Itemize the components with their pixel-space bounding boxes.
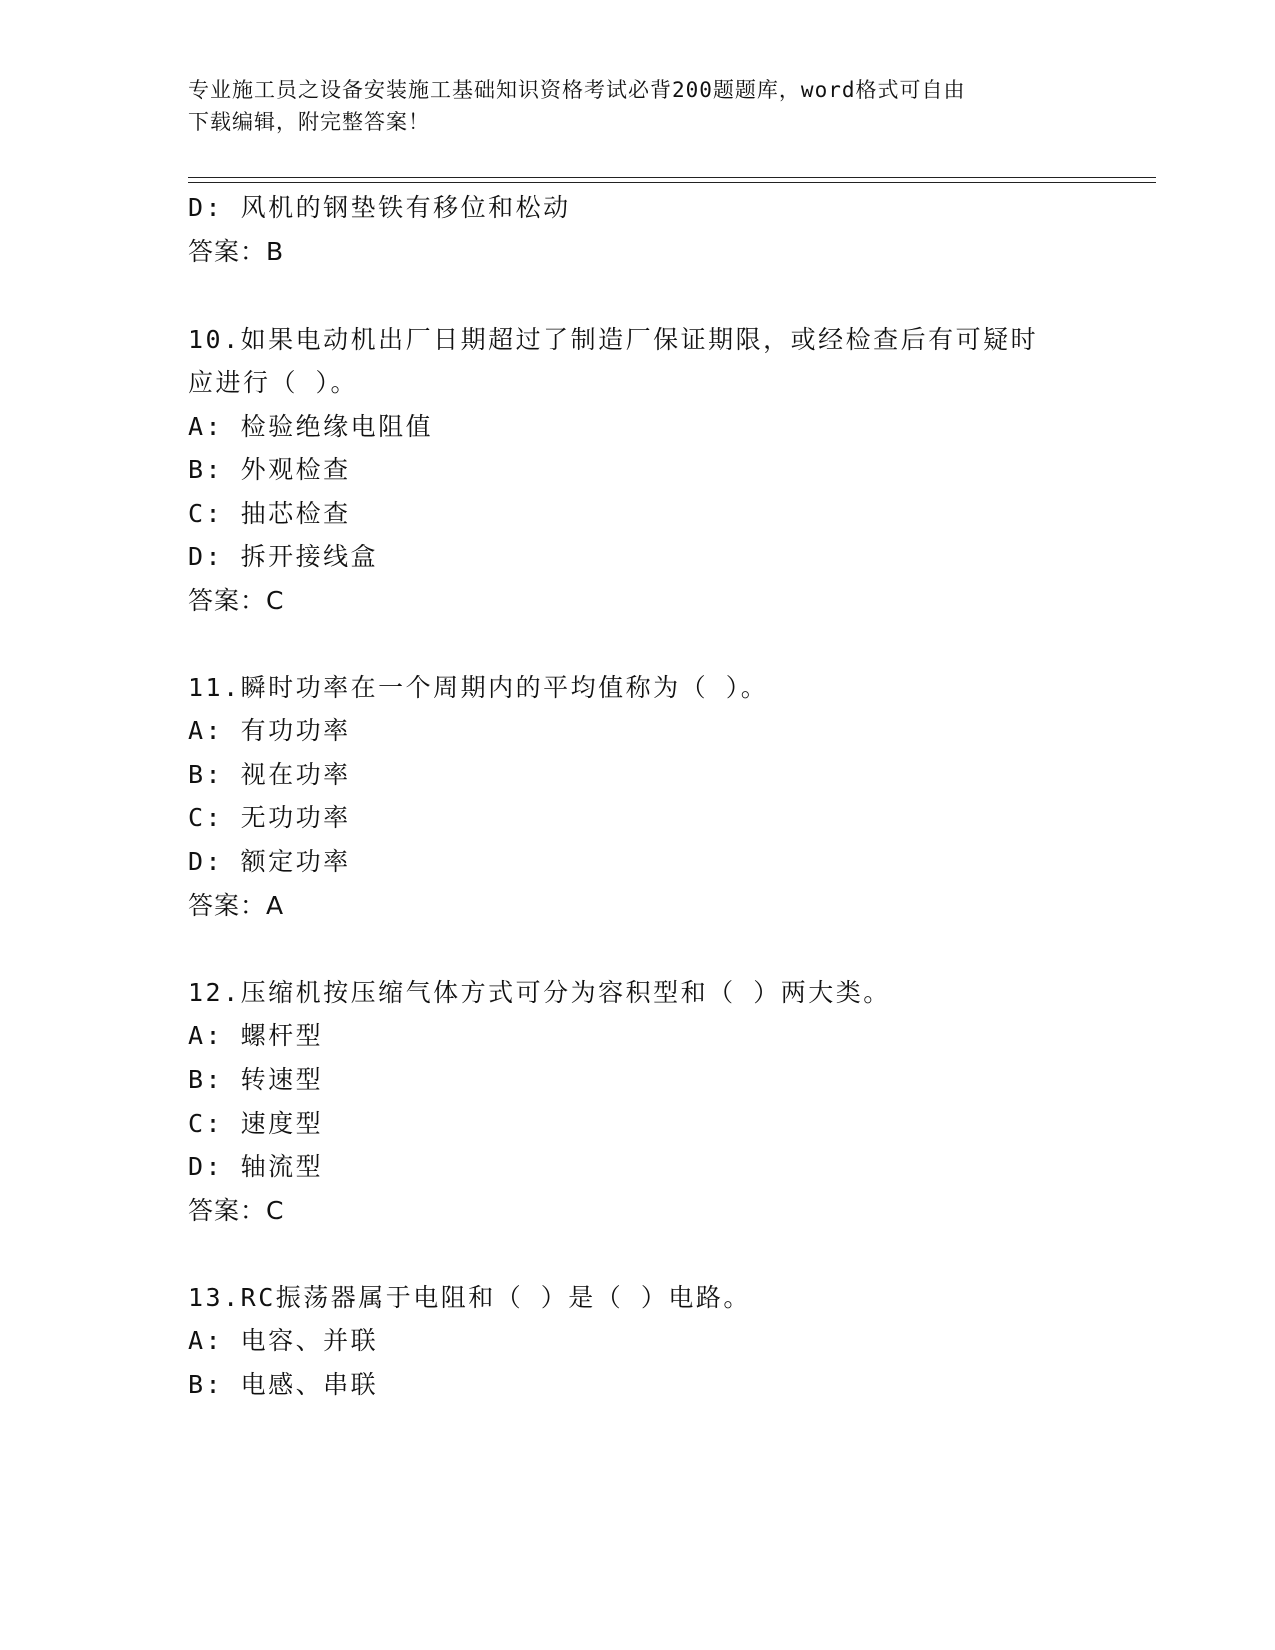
q12-stem-line-1: 12.压缩机按压缩气体方式可分为容积型和（ ）两大类。 [188,978,891,1007]
q10-option-c: C: 抽芯检查 [188,499,351,528]
q10-answer: 答案：C [188,586,285,615]
header-line-1: 专业施工员之设备安装施工基础知识资格考试必背200题题库，word格式可自由 [188,78,966,102]
q11-option-d: D: 额定功率 [188,847,351,876]
q9-option-d: D: 风机的钢垫铁有移位和松动 [188,193,571,222]
q10-stem-line-1: 10.如果电动机出厂日期超过了制造厂保证期限，或经检查后有可疑时 [188,325,1039,354]
header-divider-bottom [188,182,1156,183]
q12-option-d: D: 轴流型 [188,1152,324,1181]
q11-option-b: B: 视在功率 [188,760,351,789]
q12-option-c: C: 速度型 [188,1109,324,1138]
q10-option-d: D: 拆开接线盒 [188,542,379,571]
q13-stem-line-1: 13.RC振荡器属于电阻和（ ）是（ ）电路。 [188,1283,751,1312]
header-line-2: 下载编辑，附完整答案！ [188,110,430,134]
q11-option-a: A: 有功功率 [188,716,351,745]
q10-option-a: A: 检验绝缘电阻值 [188,412,434,441]
q10-option-b: B: 外观检查 [188,455,351,484]
q12-option-a: A: 螺杆型 [188,1021,324,1050]
q12-option-b: B: 转速型 [188,1065,324,1094]
q9-answer: 答案：B [188,237,285,266]
q11-answer: 答案：A [188,891,285,920]
q10-stem-line-2: 应进行（ ）。 [188,368,359,397]
q11-option-c: C: 无功功率 [188,803,351,832]
q13-option-b: B: 电感、串联 [188,1370,379,1399]
document-header [188,74,1078,138]
q11-stem-line-1: 11.瞬时功率在一个周期内的平均值称为（ ）。 [188,673,769,702]
q13-option-a: A: 电容、并联 [188,1326,379,1355]
q12-answer: 答案：C [188,1196,285,1225]
header-divider-top [188,177,1156,178]
